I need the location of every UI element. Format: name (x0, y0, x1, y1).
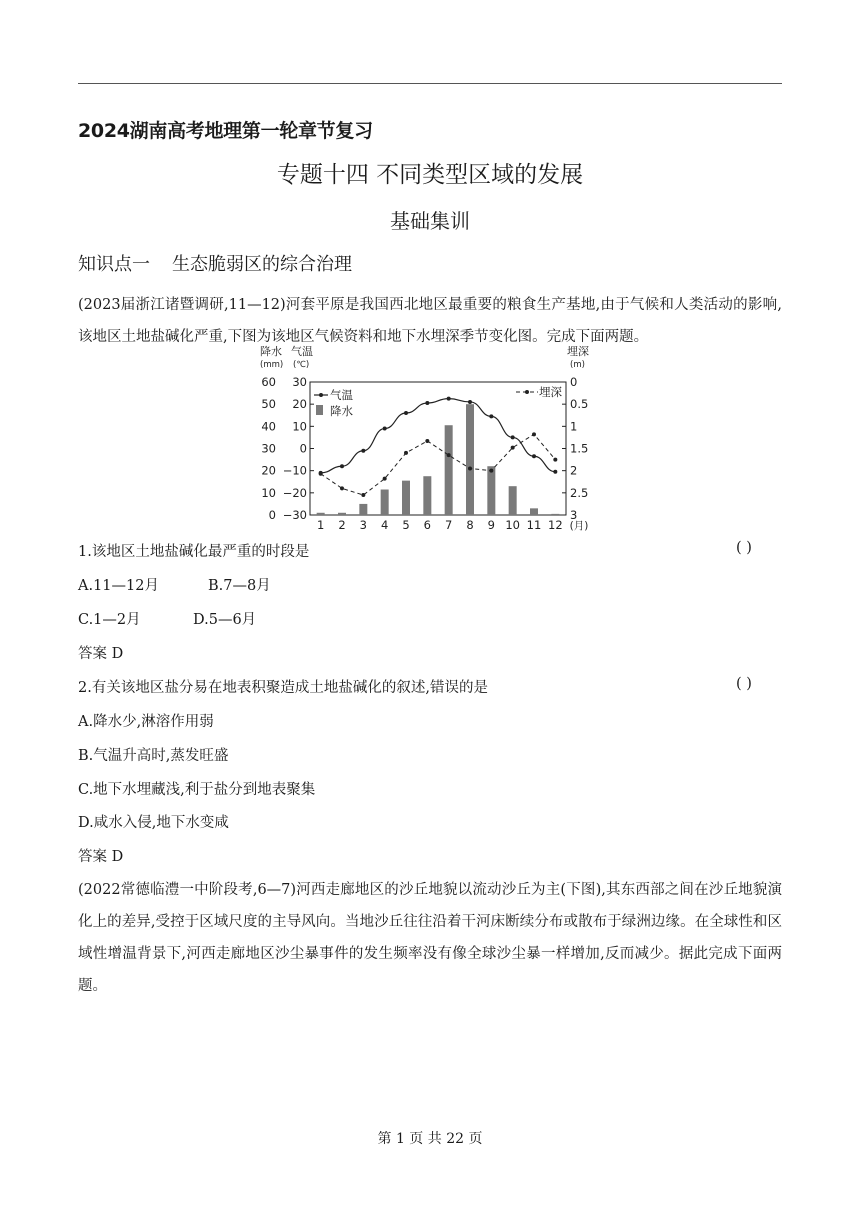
month-label: 4 (381, 518, 389, 532)
q2-option-b: B.气温升高时,蒸发旺盛 (78, 748, 229, 764)
q1-option-a: A.11—12月 (78, 578, 159, 594)
legend-depth-label: 埋深 (539, 385, 562, 399)
intro-paragraph-2: (2022常德临澧一中阶段考,6—7)河西走廊地区的沙丘地貌以流动沙丘为主(下图),其东西部之间在沙丘地貌演化上的差异,受控于区域尺度的主导风向。当地沙丘往往沿着干河床断续分布或散布于绿洲边缘。在全球性和区域性增温背景下,河西走廊地区沙尘暴事件的发生频率没有像全球沙尘暴一样增加,反而减少。据此完成下面两题。 (78, 882, 782, 994)
q1-stem: 1.该地区土地盐碱化最严重的时段是 (78, 544, 310, 560)
header-rule (78, 83, 782, 84)
temperature-point (425, 401, 429, 405)
temp-axis-unit: (℃) (293, 360, 310, 370)
precip-tick-label: 20 (261, 463, 276, 478)
groundwater-depth-point (489, 469, 493, 473)
precip-bar (509, 486, 517, 515)
month-label: 8 (466, 518, 474, 532)
month-label: 3 (359, 518, 367, 532)
temperature-point (383, 427, 387, 431)
groundwater-depth-point (361, 493, 365, 497)
precip-bar (338, 513, 346, 515)
course-title: 2024湖南高考地理第一轮章节复习 (78, 120, 373, 142)
depth-tick-label: 0 (570, 375, 578, 389)
section-heading (78, 250, 352, 276)
q2-stem: 2.有关该地区盐分易在地表积聚造成土地盐碱化的叙述,错误的是 (78, 680, 488, 696)
precip-tick-label: 60 (261, 375, 276, 389)
temperature-line (321, 399, 556, 473)
groundwater-depth-point (511, 446, 515, 450)
precip-bar (359, 504, 367, 515)
intro-paragraph-1: (2023届浙江诸暨调研,11—12)河套平原是我国西北地区最重要的粮食生产基地,由于气候和人类活动的影响,该地区土地盐碱化严重,下图为该地区气候资料和地下水埋深季节变化图。完成下面两题。 (78, 297, 782, 345)
temp-tick-label: −20 (282, 485, 307, 500)
depth-tick-label: 3 (570, 508, 578, 522)
groundwater-depth-point (447, 453, 451, 457)
page-subtitle: 基础集训 (390, 209, 470, 233)
precip-bar (317, 513, 325, 515)
temperature-point (361, 449, 365, 453)
temperature-point (553, 470, 557, 474)
temperature-point (447, 397, 451, 401)
precip-tick-label: 30 (261, 441, 276, 456)
precip-bar (402, 481, 410, 515)
temperature-point (404, 411, 408, 415)
month-label: 9 (487, 518, 495, 532)
legend-depth-marker (525, 390, 529, 394)
temperature-point (489, 414, 493, 418)
month-label: 12 (548, 518, 563, 532)
q1-option-d: D.5—6月 (193, 612, 257, 628)
q1-answer: 答案 D (78, 646, 124, 662)
section-number: 知识点一 (78, 254, 150, 275)
temp-tick-label: 10 (292, 419, 307, 434)
temperature-point (532, 454, 536, 458)
groundwater-depth-point (553, 458, 557, 462)
page-title: 专题十四 不同类型区域的发展 (276, 162, 584, 188)
month-unit-label: (月) (569, 520, 589, 532)
section-name: 生态脆弱区的综合治理 (172, 254, 352, 275)
month-label: 5 (402, 518, 410, 532)
precip-tick-label: 10 (261, 485, 276, 500)
groundwater-depth-point (468, 466, 472, 470)
depth-tick-label: 2.5 (570, 485, 589, 500)
depth-tick-label: 1.5 (570, 441, 589, 456)
precip-bar (487, 466, 495, 515)
precip-bar (381, 490, 389, 515)
q2-answer-blank: ( ) (736, 676, 752, 692)
month-label: 7 (445, 518, 453, 532)
q2-option-c: C.地下水埋藏浅,利于盐分到地表聚集 (78, 782, 316, 798)
groundwater-depth-point (340, 486, 344, 490)
legend-precip-label: 降水 (330, 404, 353, 418)
precip-bar (445, 425, 453, 515)
page-footer: 第 1 页 共 22 页 (377, 1131, 483, 1147)
precip-axis-unit: (mm) (260, 360, 284, 370)
precip-tick-label: 50 (261, 397, 276, 412)
month-label: 1 (317, 518, 325, 532)
depth-tick-label: 0.5 (570, 397, 589, 412)
month-label: 6 (423, 518, 431, 532)
temperature-point (511, 435, 515, 439)
groundwater-depth-point (404, 451, 408, 455)
q1-option-b: B.7—8月 (208, 578, 271, 594)
depth-axis-unit: (m) (570, 360, 585, 370)
precip-bar (551, 514, 559, 515)
temp-tick-label: −30 (282, 508, 307, 522)
precip-tick-label: 0 (268, 508, 276, 522)
temp-tick-label: 0 (299, 441, 307, 456)
groundwater-depth-point (319, 472, 323, 476)
precip-bar (466, 404, 474, 515)
temp-tick-label: −10 (282, 463, 307, 478)
precip-bar (423, 476, 431, 515)
depth-axis-title: 埋深 (567, 345, 589, 358)
precip-axis-title: 降水 (260, 345, 282, 358)
temperature-point (468, 400, 472, 404)
q2-option-a: A.降水少,淋溶作用弱 (78, 714, 214, 730)
temperature-point (340, 464, 344, 468)
month-label: 11 (526, 518, 542, 532)
q2-answer: 答案 D (78, 849, 124, 865)
legend-precip-swatch (316, 405, 323, 415)
temp-tick-label: 20 (292, 397, 307, 412)
groundwater-depth-line (321, 434, 556, 495)
temp-axis-title: 气温 (291, 345, 313, 358)
depth-tick-label: 2 (570, 463, 578, 478)
month-label: 10 (505, 518, 520, 532)
legend-temperature-marker (319, 393, 323, 397)
depth-tick-label: 1 (570, 419, 578, 434)
precip-tick-label: 40 (261, 419, 276, 434)
groundwater-depth-point (425, 439, 429, 443)
climate-groundwater-chart (258, 343, 608, 535)
groundwater-depth-point (532, 432, 536, 436)
q2-option-d: D.咸水入侵,地下水变咸 (78, 815, 229, 831)
q1-option-c: C.1—2月 (78, 612, 141, 628)
q1-answer-blank: ( ) (736, 540, 752, 556)
month-label: 2 (338, 518, 346, 532)
groundwater-depth-point (383, 477, 387, 481)
legend-temperature-label: 气温 (330, 388, 353, 402)
precip-bar (530, 508, 538, 515)
temp-tick-label: 30 (292, 375, 307, 389)
